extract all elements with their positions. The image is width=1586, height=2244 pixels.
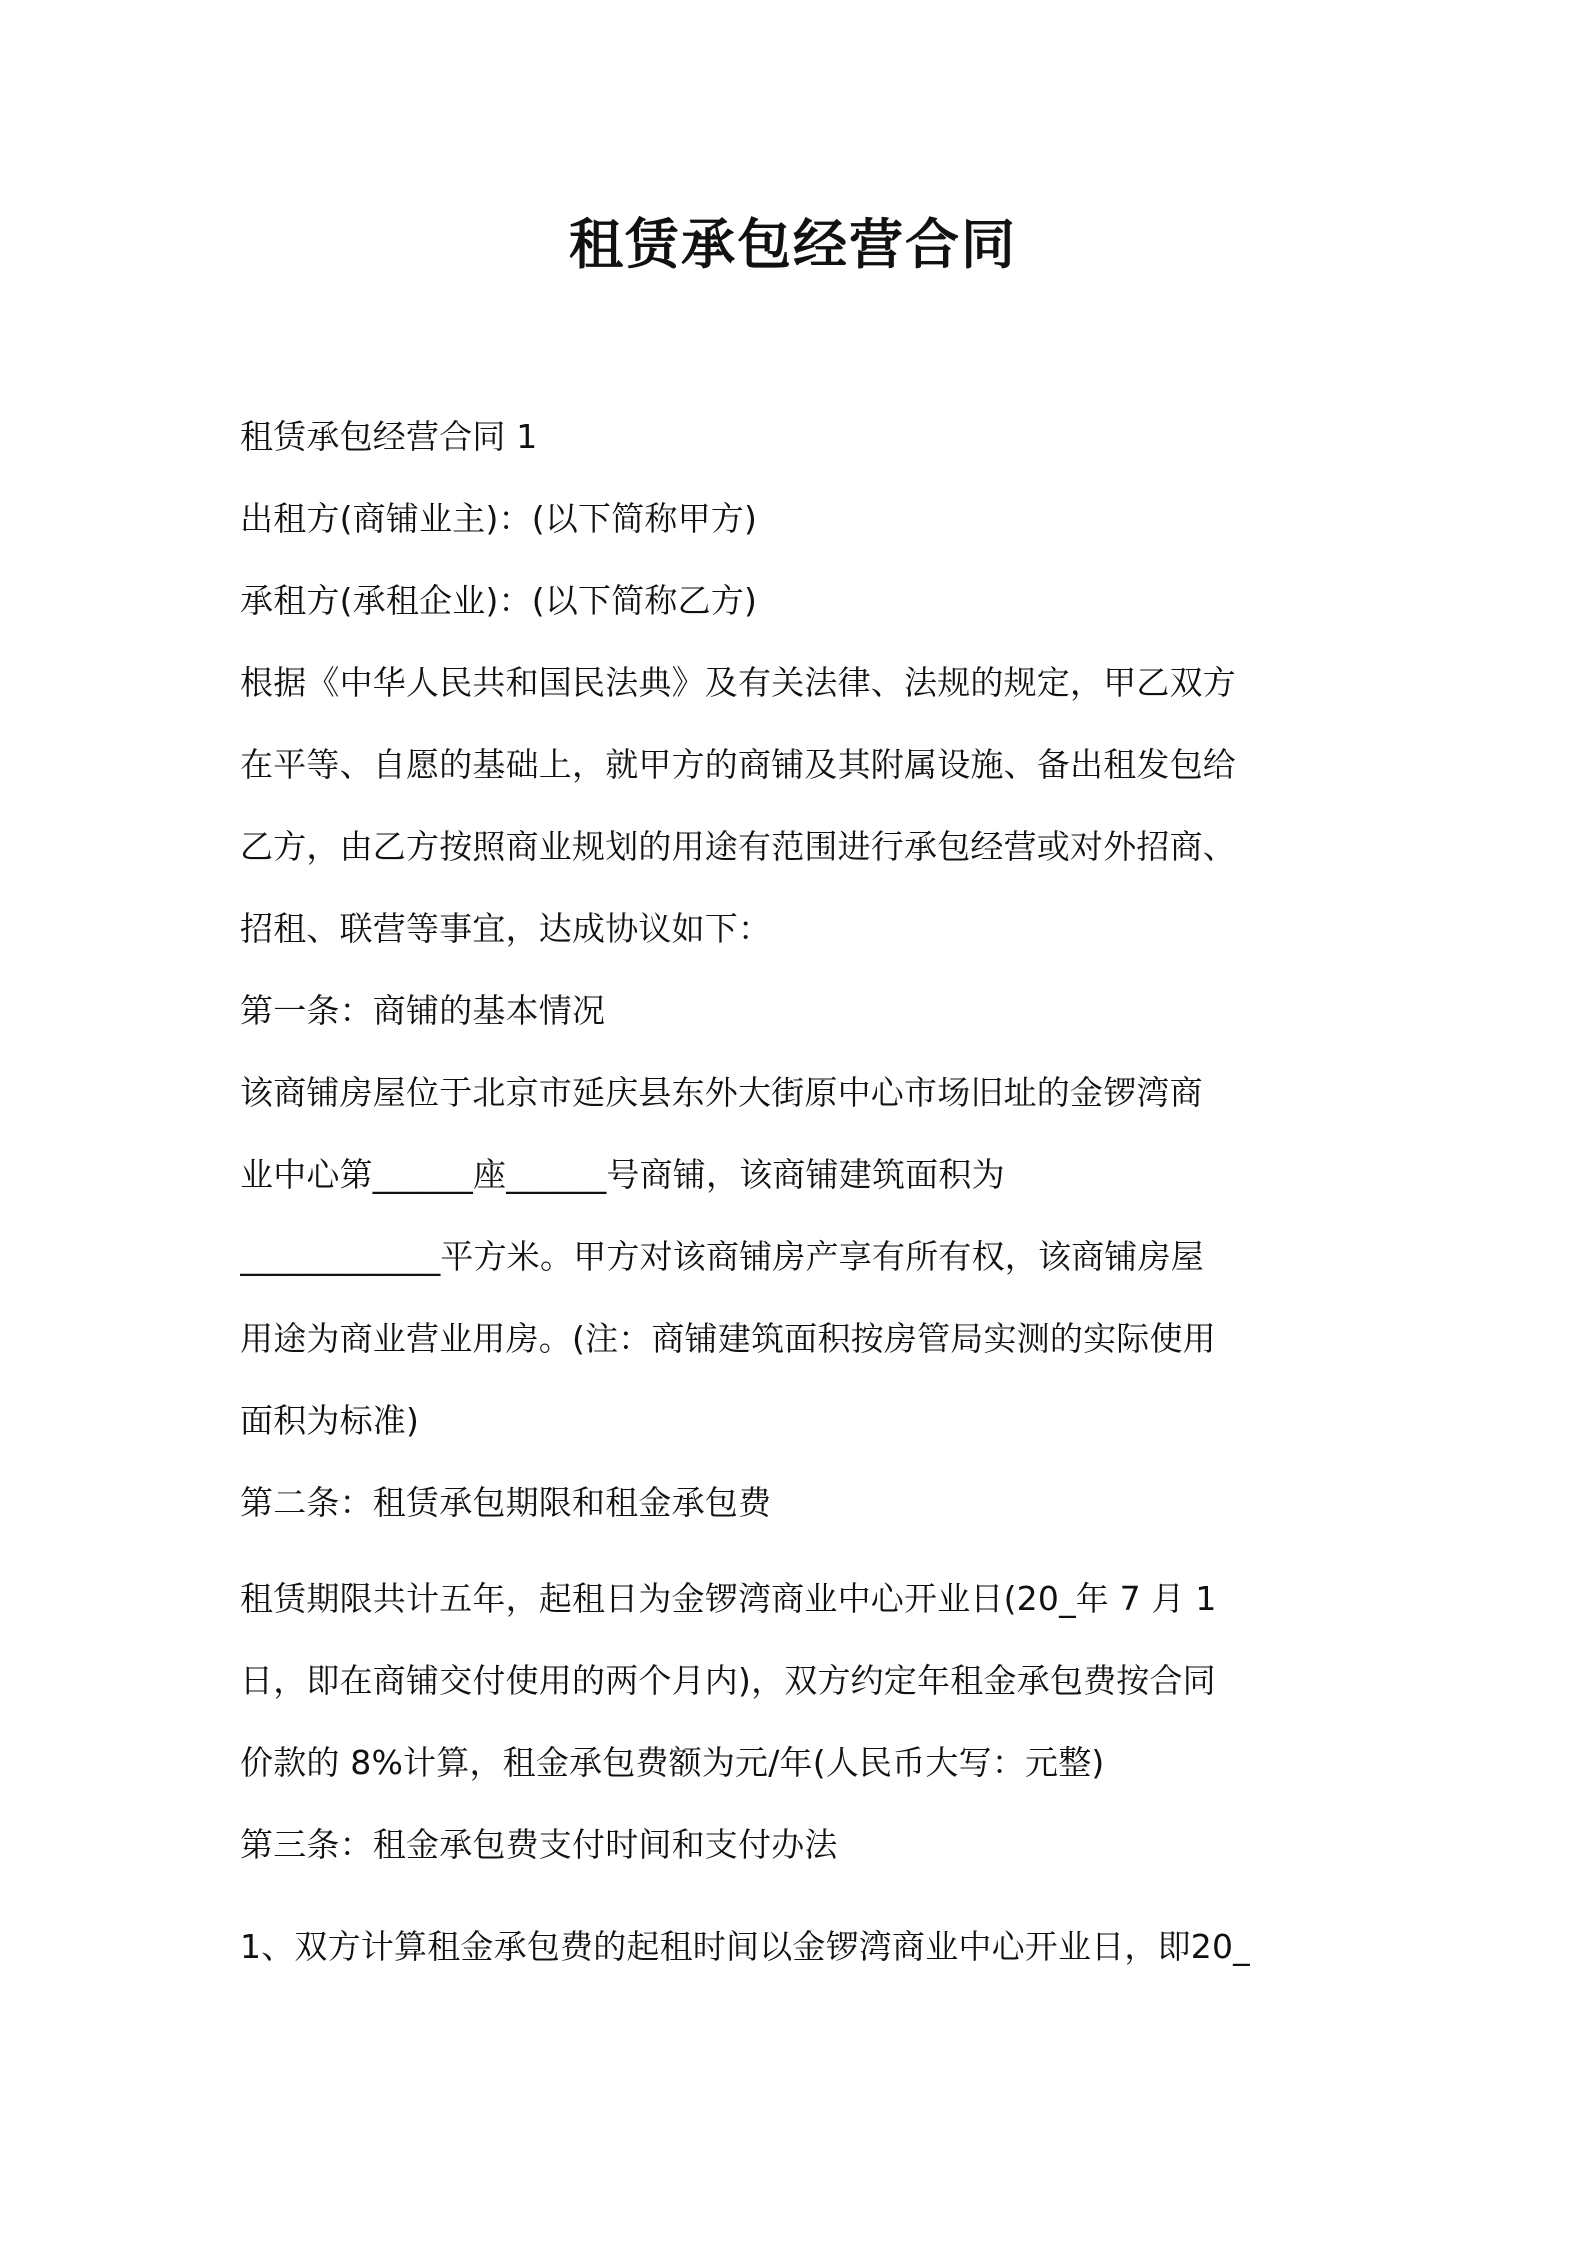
paragraph-line: 用途为商业营业用房。(注：商铺建筑面积按房管局实测的实际使用 <box>240 1319 1216 1358</box>
paragraph-line: 根据《中华人民共和国民法典》及有关法律、法规的规定，甲乙双方 <box>240 663 1236 702</box>
paragraph-line: 价款的 8%计算，租金承包费额为元/年(人民币大写：元整) <box>240 1743 1105 1782</box>
paragraph-line: 1、双方计算租金承包费的起租时间以金锣湾商业中心开业日，即20_ <box>240 1927 1250 1966</box>
paragraph-line: 招租、联营等事宜，达成协议如下： <box>240 909 772 948</box>
contract-number-heading: 租赁承包经营合同 1 <box>240 417 538 456</box>
lessor-line: 出租方(商铺业主)：(以下简称甲方) <box>240 499 758 538</box>
lessee-line: 承租方(承租企业)：(以下简称乙方) <box>240 581 758 620</box>
article-1-heading: 第一条：商铺的基本情况 <box>240 991 606 1030</box>
paragraph-line: ____________平方米。甲方对该商铺房产享有所有权，该商铺房屋 <box>240 1237 1204 1276</box>
article-2-heading: 第二条：租赁承包期限和租金承包费 <box>240 1483 772 1522</box>
paragraph-line: 在平等、自愿的基础上，就甲方的商铺及其附属设施、备出租发包给 <box>240 745 1236 784</box>
paragraph-line: 面积为标准) <box>240 1401 420 1440</box>
paragraph-line: 租赁期限共计五年，起租日为金锣湾商业中心开业日(20_年 7 月 1 <box>240 1579 1217 1618</box>
paragraph-line: 业中心第______座______号商铺，该商铺建筑面积为 <box>240 1155 1005 1194</box>
paragraph-line: 乙方，由乙方按照商业规划的用途有范围进行承包经营或对外招商、 <box>240 827 1236 866</box>
paragraph-line: 日，即在商铺交付使用的两个月内)，双方约定年租金承包费按合同 <box>240 1661 1216 1700</box>
article-3-heading: 第三条：租金承包费支付时间和支付办法 <box>240 1825 838 1864</box>
document-title: 租赁承包经营合同 <box>569 213 1017 276</box>
paragraph-line: 该商铺房屋位于北京市延庆县东外大街原中心市场旧址的金锣湾商 <box>240 1073 1203 1112</box>
